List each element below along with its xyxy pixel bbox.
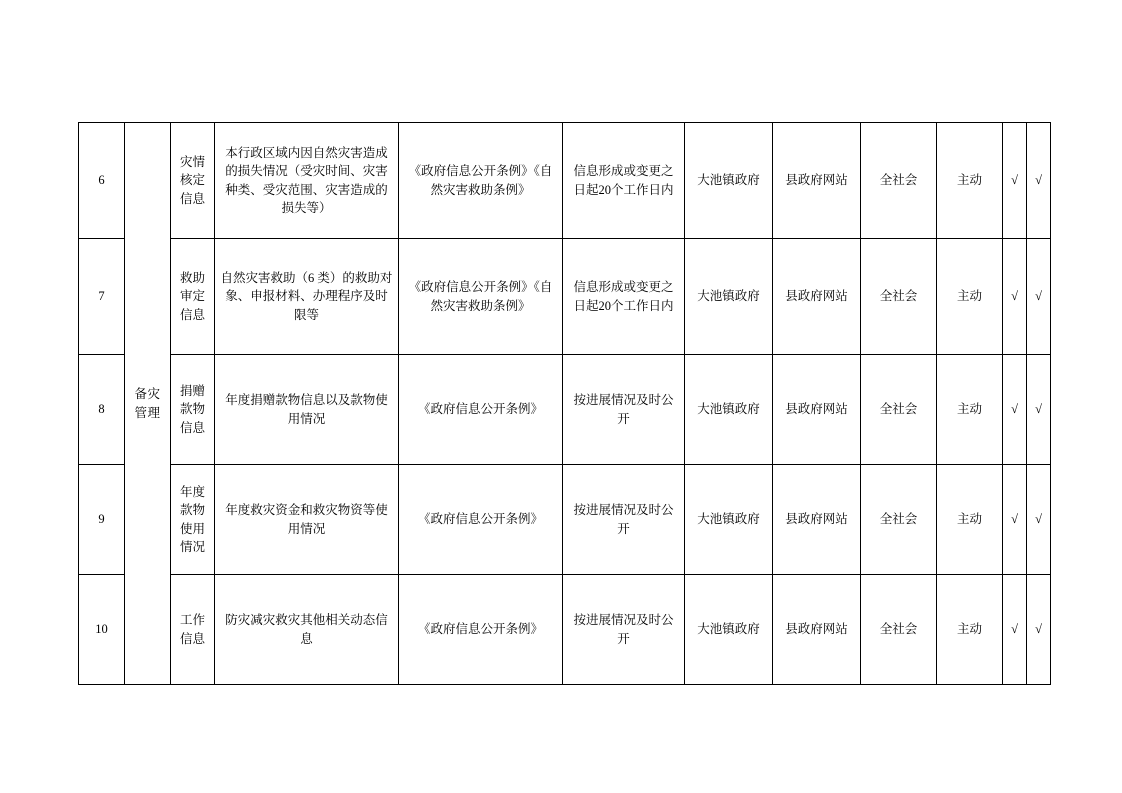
cell-check-on-request: √ bbox=[1027, 355, 1051, 465]
cell-disclosure-channel: 县政府网站 bbox=[773, 239, 861, 355]
cell-disclosure-basis: 《政府信息公开条例》《自然灾害救助条例》 bbox=[399, 239, 563, 355]
cell-check-on-request: √ bbox=[1027, 123, 1051, 239]
item-line: 核定 bbox=[179, 173, 205, 188]
cell-disclosure-timeline: 按进展情况及时公开 bbox=[563, 575, 685, 685]
item-line: 情况 bbox=[179, 539, 205, 554]
cell-disclosure-content: 年度救灾资金和救灾物资等使用情况 bbox=[215, 465, 399, 575]
cell-disclosure-audience: 全社会 bbox=[861, 123, 937, 239]
item-line: 信息 bbox=[179, 631, 205, 646]
cell-check-active: √ bbox=[1003, 355, 1027, 465]
cell-disclosure-audience: 全社会 bbox=[861, 355, 937, 465]
cell-check-on-request: √ bbox=[1027, 575, 1051, 685]
item-line: 款物 bbox=[179, 402, 205, 417]
cell-disclosure-mode: 主动 bbox=[937, 575, 1003, 685]
cell-disclosure-mode: 主动 bbox=[937, 355, 1003, 465]
cell-disclosure-item bbox=[171, 239, 215, 355]
cell-disclosure-organization: 大池镇政府 bbox=[685, 355, 773, 465]
cell-check-active: √ bbox=[1003, 465, 1027, 575]
cell-disclosure-timeline: 信息形成或变更之日起20个工作日内 bbox=[563, 239, 685, 355]
cell-disclosure-item bbox=[171, 575, 215, 685]
cell-disclosure-timeline: 信息形成或变更之日起20个工作日内 bbox=[563, 123, 685, 239]
cell-serial-number: 8 bbox=[79, 355, 125, 465]
cell-disclosure-item bbox=[171, 123, 215, 239]
table-row bbox=[79, 123, 1051, 239]
cell-disclosure-content: 自然灾害救助（6 类）的救助对象、申报材料、办理程序及时限等 bbox=[215, 239, 399, 355]
item-line: 捐赠 bbox=[179, 384, 205, 399]
cell-disclosure-mode: 主动 bbox=[937, 465, 1003, 575]
table-row bbox=[79, 465, 1051, 575]
cell-serial-number: 9 bbox=[79, 465, 125, 575]
cell-disclosure-audience: 全社会 bbox=[861, 575, 937, 685]
item-line: 信息 bbox=[179, 420, 205, 435]
cell-disclosure-channel: 县政府网站 bbox=[773, 123, 861, 239]
table-row bbox=[79, 239, 1051, 355]
table-row bbox=[79, 575, 1051, 685]
item-line: 使用 bbox=[179, 521, 205, 536]
cell-check-on-request: √ bbox=[1027, 239, 1051, 355]
cell-disclosure-organization: 大池镇政府 bbox=[685, 465, 773, 575]
item-line: 信息 bbox=[179, 191, 205, 206]
cell-disclosure-channel: 县政府网站 bbox=[773, 465, 861, 575]
cell-disclosure-audience: 全社会 bbox=[861, 465, 937, 575]
cell-disclosure-item bbox=[171, 465, 215, 575]
cell-disclosure-basis: 《政府信息公开条例》 bbox=[399, 465, 563, 575]
table-row bbox=[79, 355, 1051, 465]
cell-disclosure-organization: 大池镇政府 bbox=[685, 239, 773, 355]
cell-disclosure-item bbox=[171, 355, 215, 465]
cell-disclosure-channel: 县政府网站 bbox=[773, 355, 861, 465]
cell-category-group bbox=[125, 123, 171, 685]
item-line: 年度 bbox=[179, 485, 205, 500]
cell-disclosure-timeline: 按进展情况及时公开 bbox=[563, 465, 685, 575]
cell-serial-number: 10 bbox=[79, 575, 125, 685]
item-line: 灾情 bbox=[179, 155, 205, 170]
cell-disclosure-basis: 《政府信息公开条例》《自然灾害救助条例》 bbox=[399, 123, 563, 239]
cell-disclosure-content: 年度捐赠款物信息以及款物使用情况 bbox=[215, 355, 399, 465]
category-label-line-1: 备灾 bbox=[134, 386, 161, 401]
cell-disclosure-mode: 主动 bbox=[937, 239, 1003, 355]
cell-disclosure-mode: 主动 bbox=[937, 123, 1003, 239]
cell-check-active: √ bbox=[1003, 123, 1027, 239]
cell-disclosure-basis: 《政府信息公开条例》 bbox=[399, 575, 563, 685]
item-line: 救助 bbox=[179, 271, 205, 286]
item-line: 款物 bbox=[179, 503, 205, 518]
category-label-line-2: 管理 bbox=[134, 405, 161, 420]
cell-disclosure-channel: 县政府网站 bbox=[773, 575, 861, 685]
cell-disclosure-content: 本行政区域内因自然灾害造成的损失情况（受灾时间、灾害种类、受灾范围、灾害造成的损失等） bbox=[215, 123, 399, 239]
cell-disclosure-basis: 《政府信息公开条例》 bbox=[399, 355, 563, 465]
cell-serial-number: 7 bbox=[79, 239, 125, 355]
cell-disclosure-organization: 大池镇政府 bbox=[685, 575, 773, 685]
item-line: 工作 bbox=[179, 613, 205, 628]
disclosure-catalog-table bbox=[78, 122, 1051, 685]
cell-disclosure-organization: 大池镇政府 bbox=[685, 123, 773, 239]
cell-disclosure-timeline: 按进展情况及时公开 bbox=[563, 355, 685, 465]
item-line: 信息 bbox=[179, 307, 205, 322]
cell-check-active: √ bbox=[1003, 575, 1027, 685]
item-line: 审定 bbox=[179, 289, 205, 304]
cell-check-on-request: √ bbox=[1027, 465, 1051, 575]
cell-serial-number: 6 bbox=[79, 123, 125, 239]
cell-disclosure-content: 防灾减灾救灾其他相关动态信息 bbox=[215, 575, 399, 685]
cell-check-active: √ bbox=[1003, 239, 1027, 355]
cell-disclosure-audience: 全社会 bbox=[861, 239, 937, 355]
